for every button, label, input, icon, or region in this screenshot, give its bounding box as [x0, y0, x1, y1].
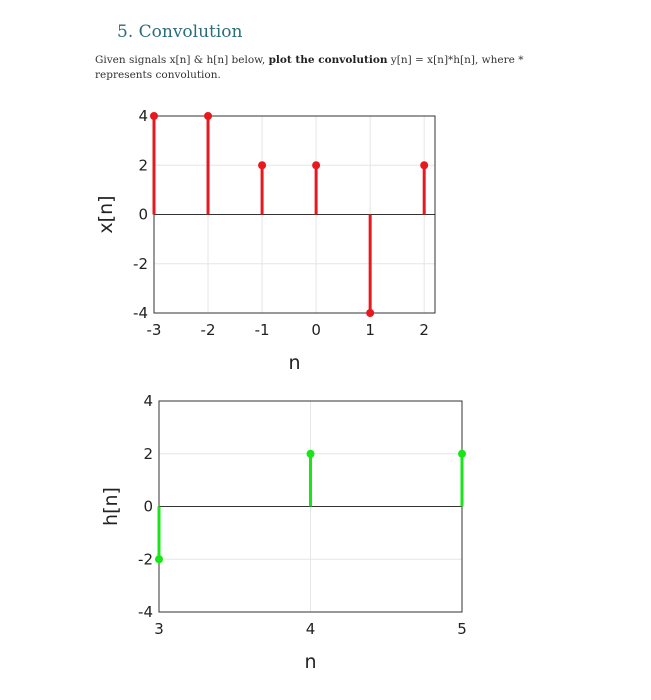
- chart1-stem-marker: [155, 555, 163, 563]
- chart0-y-tick-label: 4: [138, 107, 148, 125]
- chart1-y-tick-label: 2: [143, 444, 153, 463]
- chart1-y-tick-label: -2: [138, 550, 153, 569]
- chart1-x-axis-label: n: [304, 651, 317, 673]
- chart0-x-axis-label: n: [288, 352, 301, 374]
- chart0-y-tick-label: 0: [138, 205, 148, 224]
- chart0-y-tick-label: -2: [133, 254, 148, 273]
- chart0-y-axis-label: x[n]: [95, 195, 117, 234]
- prompt-text-start: Given signals x[n] & h[n] below,: [95, 54, 269, 66]
- chart1-x-tick-label: 3: [154, 620, 164, 638]
- section-heading: 5. Convolution: [117, 22, 243, 42]
- chart0-x-tick-label: 1: [365, 321, 375, 339]
- chart1-stem-marker: [458, 450, 466, 458]
- chart0-y-tick-label: -4: [133, 304, 148, 322]
- chart1-y-tick-label: 4: [143, 392, 153, 410]
- prompt-bold-text: plot the convolution: [268, 54, 388, 66]
- chart0-y-tick-label: 2: [138, 156, 148, 175]
- chart0-x-tick-label: -1: [254, 321, 270, 339]
- prompt-text-end: y[n] = x[n]*h[n], where * represents convolution.: [95, 54, 524, 81]
- chart1-y-axis-label: h[n]: [100, 487, 122, 526]
- chart0-x-tick-label: -2: [200, 321, 216, 339]
- chart1-stem-marker: [307, 450, 315, 458]
- chart1-y-tick-label: -4: [138, 603, 153, 621]
- chart1-x-tick-label: 5: [457, 620, 467, 638]
- chart0-x-tick-label: 2: [419, 321, 429, 339]
- chart1-y-tick-label: 0: [143, 497, 153, 516]
- chart1-x-tick-label: 4: [305, 620, 316, 638]
- chart0-x-tick-label: 0: [311, 321, 321, 339]
- chart0-x-tick-label: -3: [146, 321, 162, 339]
